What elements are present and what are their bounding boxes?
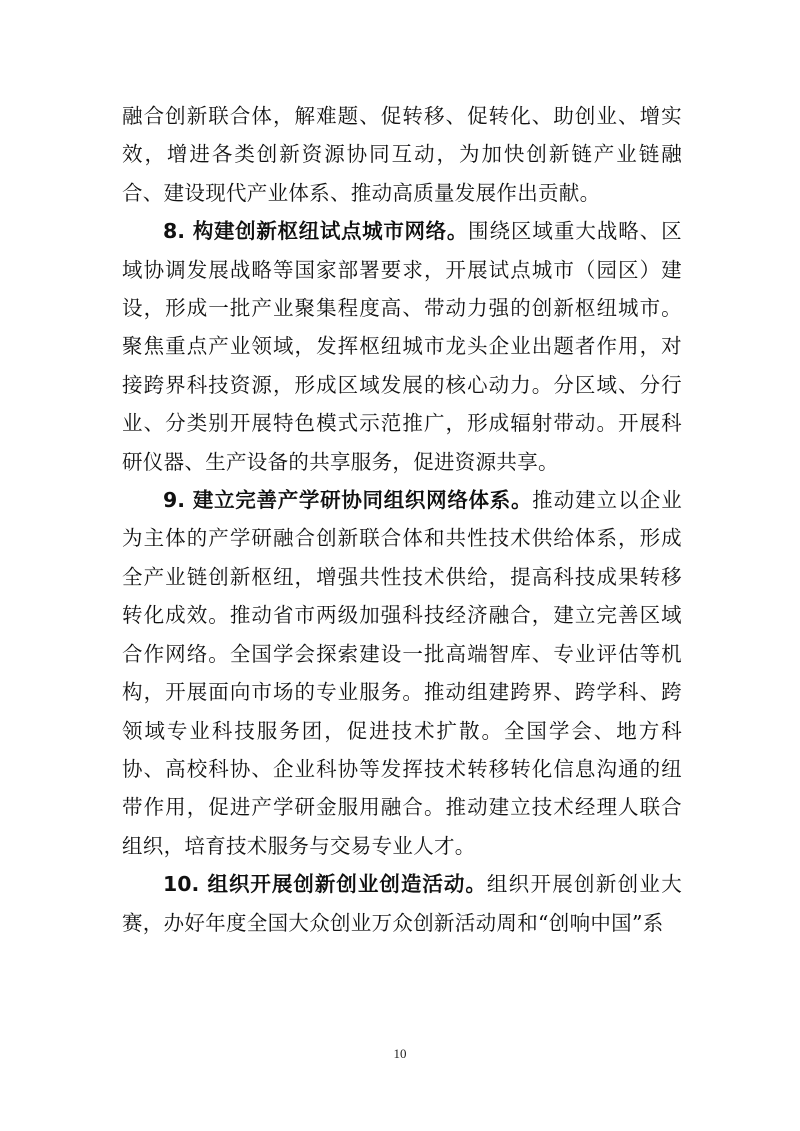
document-body [122,97,682,942]
paragraph-heading: 9. 建立完善产学研协同组织网络体系。 [163,488,533,513]
paragraph-text: 融合创新联合体，解难题、促转移、促转化、助创业、增实效，增进各类创新资源协同互动，为加快创新链产业链融合、建设现代产业体系、推动高质量发展作出贡献。 [122,104,682,205]
paragraph-text: 组织开展创新创业大赛，办好年度全国大众创业万众创新活动周和“创响中国”系 [122,872,683,935]
paragraph-item-9 [122,481,682,865]
paragraph-text: 推动建立以企业为主体的产学研融合创新联合体和共性技术供给体系，形成全产业链创新枢纽，增强共性技术供给，提高科技成果转移转化成效。推动省市两级加强科技经济融合，建立完善区域合作网络。全国学会探索建设一批高端智库、专业评估等机构，开展面向市场的专业服务。推动组建跨界、跨学科、跨领域专业科技服务团，促进技术扩散。全国学会、地方科协、高校科协、企业科协等发挥技术转移转化信息沟通的纽带作用，促进产学研金服用融合。推动建立技术经理人联合组织，培育技术服务与交易专业人才。 [122,488,682,858]
paragraph-continuation [122,97,682,212]
paragraph-item-8 [122,212,682,481]
paragraph-heading: 8. 构建创新枢纽试点城市网络。 [163,219,468,244]
paragraph-heading: 10. 组织开展创新创业创造活动。 [163,872,487,897]
paragraph-text: 围绕区域重大战略、区域协调发展战略等国家部署要求，开展试点城市（园区）建设，形成一批产业聚集程度高、带动力强的创新枢纽城市。聚焦重点产业领域，发挥枢纽城市龙头企业出题者作用，对接跨界科技资源，形成区域发展的核心动力。分区域、分行业、分类别开展特色模式示范推广，形成辐射带动。开展科研仪器、生产设备的共享服务，促进资源共享。 [122,219,682,474]
page-number: 10 [393,1046,407,1061]
paragraph-item-10 [122,865,682,942]
